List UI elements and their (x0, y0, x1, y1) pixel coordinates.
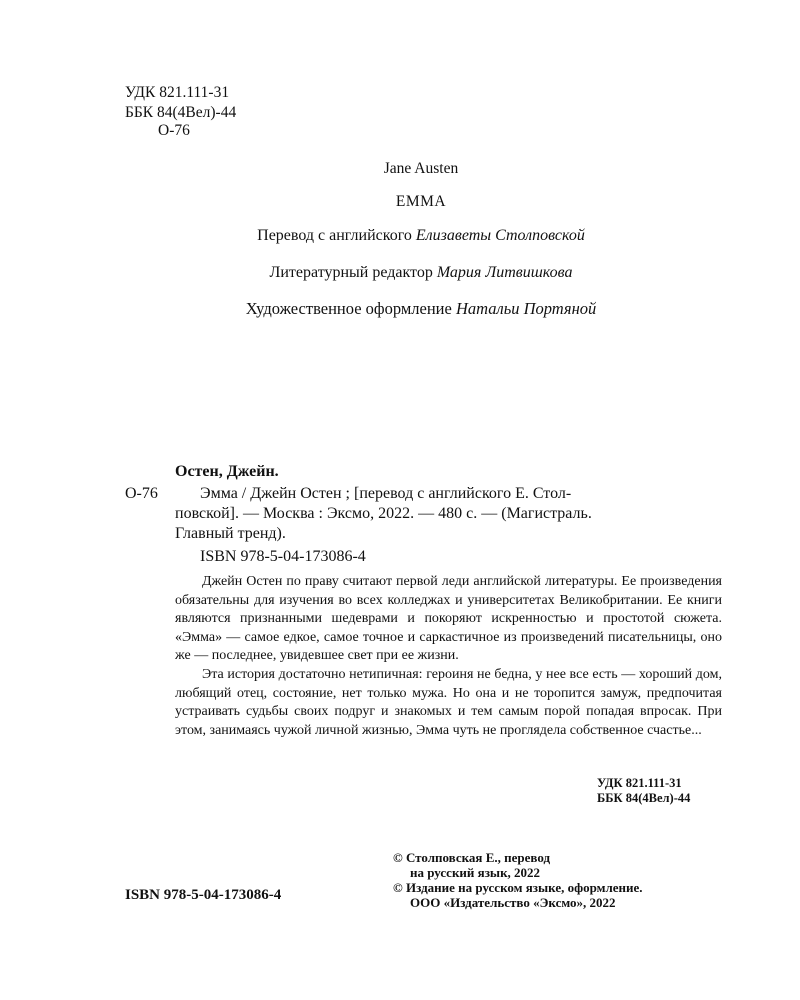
editor-name: Мария Литвишкова (436, 264, 573, 281)
editor-label: Литературный редактор (269, 264, 433, 281)
design-label: Художественное оформление (245, 299, 452, 318)
bbk-code-bottom: ББК 84(4Вел)-44 (597, 791, 691, 805)
designer-name: Натальи Портяной (455, 299, 597, 318)
original-title: EMMA (395, 193, 447, 210)
original-author: Jane Austen (383, 160, 459, 177)
annotation (175, 573, 722, 740)
author-mark-top: О-76 (158, 122, 190, 139)
translation-label: Перевод с английского (257, 227, 412, 244)
bbk-code-top: ББК 84(4Вел)-44 (125, 104, 237, 121)
copyright-edition-line-1: © Издание на русском языке, оформление. (393, 880, 643, 895)
catalog-line-3: Главный тренд). (175, 525, 286, 542)
annotation-paragraph-2: Эта история достаточно нетипичная: героиня не бедна, у нее все есть — хороший дом, любящий отец, состояние, нет только мужа. Но она и не торопится замуж, предпочитая устраивать судьбы своих подруг и знакомых и тем самым порой попадая впросак. При этом, занимаясь чужой личной жизнью, Эмма чуть не проглядела собственное счастье... (175, 666, 722, 738)
catalog-author-mark: О-76 (125, 485, 158, 502)
annotation-paragraph-1: Джейн Остен по праву считают первой леди английской литературы. Ее произведения обязательны для изучения во всех колледжах и университетах Великобритании. Ее книги являются признанными шедеврами и покоряют искренностью и простотой сюжета. «Эмма» — самое едкое, самое точное и саркастичное из произведений писательницы, оно же — последнее, увидевшее свет при ее жизни. (175, 574, 722, 664)
copyright-edition-line-2: ООО «Издательство «Эксмо», 2022 (410, 895, 616, 910)
editor-credit (0, 264, 800, 282)
udk-code-bottom: УДК 821.111-31 (597, 776, 682, 790)
translation-credit (0, 227, 800, 245)
copyright-translation-line-2: на русский язык, 2022 (410, 865, 541, 880)
footer-isbn: ISBN 978-5-04-173086-4 (125, 887, 282, 903)
catalog-line-2: повской]. — Москва : Эксмо, 2022. — 480 с. — (Магистраль. (175, 505, 592, 522)
catalog-isbn: ISBN 978-5-04-173086-4 (200, 548, 366, 565)
translator-name: Елизаветы Столповской (415, 227, 585, 244)
catalog-author-heading: Остен, Джейн. (175, 463, 279, 480)
copyright-translation-line-1: © Столповская Е., перевод (393, 850, 551, 865)
design-credit (0, 299, 800, 319)
udk-code-top: УДК 821.111-31 (125, 84, 230, 101)
catalog-line-1: Эмма / Джейн Остен ; [перевод с английского Е. Стол- (200, 485, 572, 502)
